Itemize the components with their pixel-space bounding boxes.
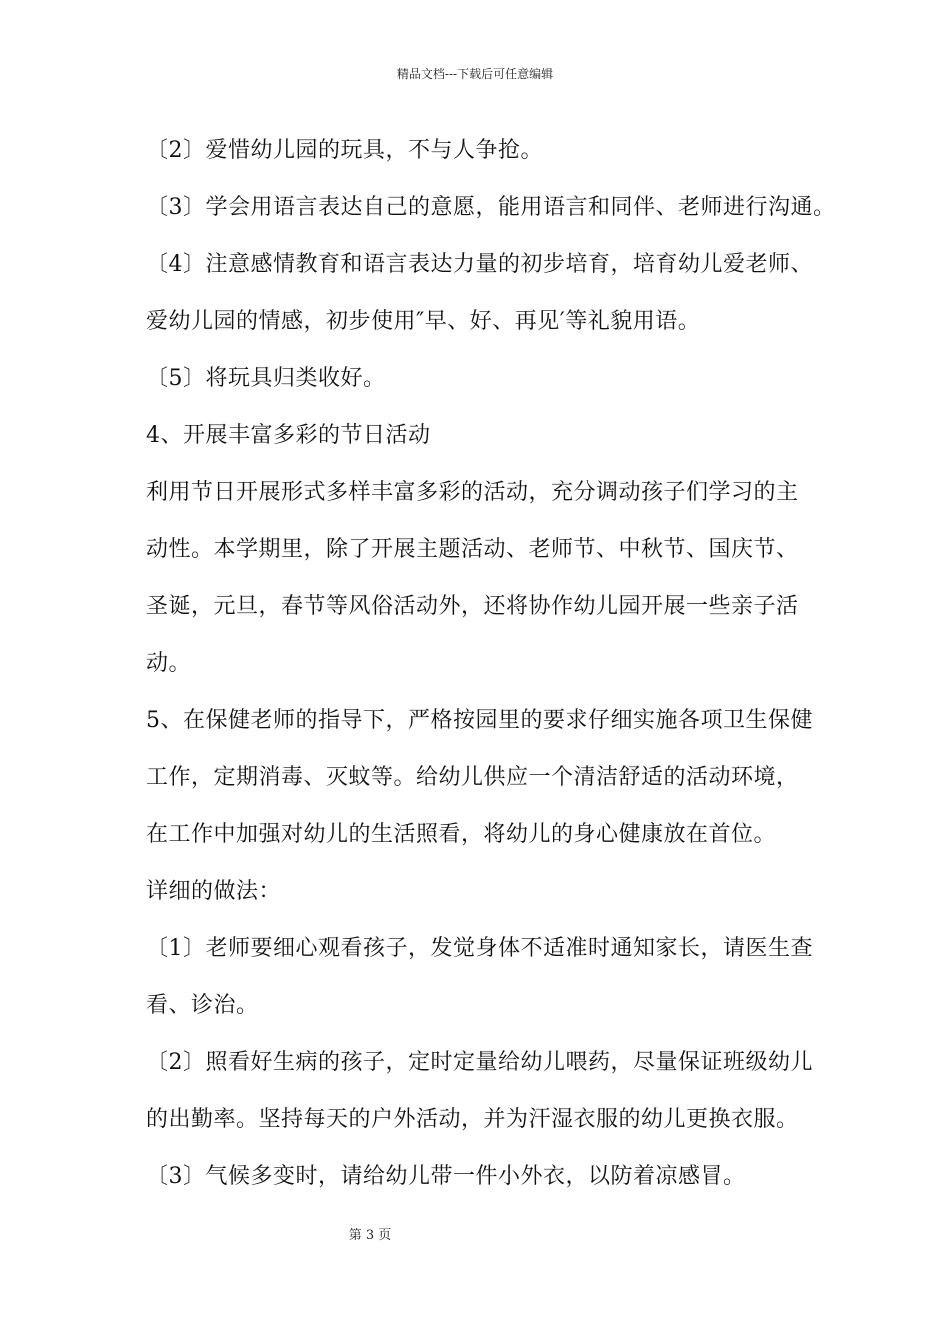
body-line: 看、诊治。 [146,993,259,1018]
body-line: 在工作中加强对幼儿的生活照看，将幼儿的身心健康放在首位。 [146,822,777,847]
body-line: 的出勤率。坚持每天的户外活动，并为汗湿衣服的幼儿更换衣服。 [146,1107,799,1132]
body-line: 工作，定期消毒、灭蚊等。给幼儿供应一个清洁舒适的活动环境， [146,765,799,790]
body-line: 5、在保健老师的指导下，严格按园里的要求仔细实施各项卫生保健 [146,708,813,733]
body-line: 利用节日开展形式多样丰富多彩的活动，充分调动孩子们学习的主 [146,480,799,505]
body-line: 圣诞，元旦，春节等风俗活动外，还将协作幼儿园开展一些亲子活 [146,594,799,619]
body-line: 〔2〕照看好生病的孩子，定时定量给幼儿喂药，尽量保证班级幼儿 [146,1050,813,1075]
body-line: 动性。本学期里，除了开展主题活动、老师节、中秋节、国庆节、 [146,537,799,562]
document-header: 精品文档---下载后可任意编辑 [396,67,554,81]
section-heading: 4、开展丰富多彩的节日活动 [146,423,431,448]
body-line: 〔5〕将玩具归类收好。 [146,366,386,391]
body-line: 爱幼儿园的情感，初步使用″早、好、再见′等礼貌用语。 [146,309,701,334]
body-line: 动。 [146,651,192,676]
body-line: 〔4〕注意感情教育和语言表达力量的初步培育，培育幼儿爱老师、 [146,252,813,277]
body-line: 〔1〕老师要细心观看孩子，发觉身体不适准时通知家长，请医生查 [146,936,813,961]
page-number: 第 3 页 [348,1228,392,1243]
body-line: 详细的做法： [146,879,282,904]
body-line: 〔2〕爱惜幼儿园的玩具，不与人争抢。 [146,138,543,163]
body-line: 〔3〕气候多变时，请给幼儿带一件小外衣，以防着凉感冒。 [146,1164,746,1189]
body-line: 〔3〕学会用语言表达自己的意愿，能用语言和同伴、老师进行沟通。 [146,195,836,220]
